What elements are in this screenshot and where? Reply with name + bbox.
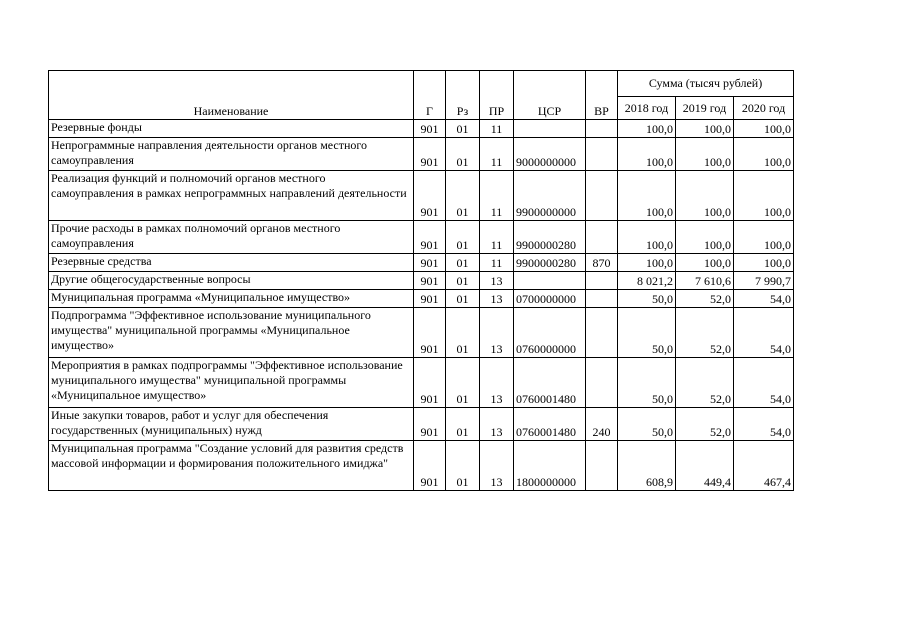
cell-pr: 13 <box>480 408 514 441</box>
cell-vr <box>586 290 618 308</box>
header-year-2019: 2019 год <box>676 97 734 120</box>
cell-2020: 100,0 <box>734 171 794 221</box>
table-body <box>49 120 794 491</box>
cell-vr <box>586 272 618 290</box>
cell-2020: 467,4 <box>734 441 794 491</box>
cell-g: 901 <box>414 358 446 408</box>
cell-2019: 449,4 <box>676 441 734 491</box>
cell-2019: 100,0 <box>676 120 734 138</box>
cell-2019: 100,0 <box>676 138 734 171</box>
cell-2020: 100,0 <box>734 221 794 254</box>
cell-name: Иные закупки товаров, работ и услуг для обеспечения государственных (муниципальных) нужд <box>49 408 414 441</box>
cell-pr: 11 <box>480 120 514 138</box>
header-year-2020: 2020 год <box>734 97 794 120</box>
cell-2020: 100,0 <box>734 138 794 171</box>
table-row <box>49 408 794 441</box>
cell-pr: 11 <box>480 171 514 221</box>
cell-2020: 7 990,7 <box>734 272 794 290</box>
table-row <box>49 358 794 408</box>
cell-2019: 100,0 <box>676 254 734 272</box>
cell-rz: 01 <box>446 120 480 138</box>
cell-2019: 52,0 <box>676 290 734 308</box>
header-sum: Сумма (тысяч рублей) <box>618 71 794 97</box>
cell-csr <box>514 120 586 138</box>
cell-rz: 01 <box>446 171 480 221</box>
cell-2019: 7 610,6 <box>676 272 734 290</box>
cell-rz: 01 <box>446 358 480 408</box>
cell-2020: 54,0 <box>734 308 794 358</box>
cell-pr: 11 <box>480 221 514 254</box>
cell-name: Мероприятия в рамках подпрограммы "Эффективное использование муниципального имущества" муниципальной программы «Муниципальное имущество» <box>49 358 414 408</box>
cell-rz: 01 <box>446 290 480 308</box>
cell-csr: 0700000000 <box>514 290 586 308</box>
cell-2019: 52,0 <box>676 358 734 408</box>
cell-pr: 13 <box>480 290 514 308</box>
cell-2018: 100,0 <box>618 221 676 254</box>
cell-csr: 9900000000 <box>514 171 586 221</box>
cell-2020: 54,0 <box>734 358 794 408</box>
cell-g: 901 <box>414 272 446 290</box>
cell-vr <box>586 358 618 408</box>
cell-pr: 13 <box>480 358 514 408</box>
cell-vr <box>586 138 618 171</box>
budget-table <box>48 70 794 491</box>
cell-vr <box>586 308 618 358</box>
header-g: Г <box>414 71 446 120</box>
cell-2018: 50,0 <box>618 290 676 308</box>
cell-rz: 01 <box>446 441 480 491</box>
cell-rz: 01 <box>446 272 480 290</box>
cell-2020: 54,0 <box>734 290 794 308</box>
cell-name: Прочие расходы в рамках полномочий органов местного самоуправления <box>49 221 414 254</box>
header-rz: Рз <box>446 71 480 120</box>
cell-csr: 9900000280 <box>514 254 586 272</box>
cell-name: Резервные средства <box>49 254 414 272</box>
cell-csr: 1800000000 <box>514 441 586 491</box>
cell-pr: 11 <box>480 254 514 272</box>
cell-2019: 100,0 <box>676 171 734 221</box>
cell-rz: 01 <box>446 408 480 441</box>
table-header <box>49 71 794 120</box>
table-row <box>49 254 794 272</box>
cell-g: 901 <box>414 120 446 138</box>
cell-2018: 50,0 <box>618 358 676 408</box>
cell-2019: 52,0 <box>676 408 734 441</box>
cell-pr: 13 <box>480 441 514 491</box>
cell-vr <box>586 221 618 254</box>
table-row <box>49 120 794 138</box>
cell-g: 901 <box>414 221 446 254</box>
cell-vr: 870 <box>586 254 618 272</box>
cell-csr: 0760000000 <box>514 308 586 358</box>
cell-vr <box>586 171 618 221</box>
cell-rz: 01 <box>446 221 480 254</box>
table-row <box>49 171 794 221</box>
cell-2018: 100,0 <box>618 171 676 221</box>
header-vr: ВР <box>586 71 618 120</box>
header-pr: ПР <box>480 71 514 120</box>
cell-vr: 240 <box>586 408 618 441</box>
cell-name: Непрограммные направления деятельности органов местного самоуправления <box>49 138 414 171</box>
cell-2019: 52,0 <box>676 308 734 358</box>
cell-name: Реализация функций и полномочий органов местного самоуправления в рамках непрограммных направлений деятельности <box>49 171 414 221</box>
cell-2018: 100,0 <box>618 120 676 138</box>
cell-rz: 01 <box>446 308 480 358</box>
table-row <box>49 308 794 358</box>
table-row <box>49 441 794 491</box>
header-year-2018: 2018 год <box>618 97 676 120</box>
cell-csr: 9900000280 <box>514 221 586 254</box>
table-row <box>49 290 794 308</box>
cell-rz: 01 <box>446 138 480 171</box>
cell-g: 901 <box>414 308 446 358</box>
cell-g: 901 <box>414 290 446 308</box>
cell-g: 901 <box>414 408 446 441</box>
cell-2018: 8 021,2 <box>618 272 676 290</box>
cell-rz: 01 <box>446 254 480 272</box>
cell-g: 901 <box>414 171 446 221</box>
cell-pr: 13 <box>480 272 514 290</box>
cell-2018: 100,0 <box>618 254 676 272</box>
cell-vr <box>586 120 618 138</box>
cell-csr <box>514 272 586 290</box>
cell-2018: 100,0 <box>618 138 676 171</box>
cell-name: Другие общегосударственные вопросы <box>49 272 414 290</box>
table-row <box>49 138 794 171</box>
cell-2018: 50,0 <box>618 408 676 441</box>
cell-name: Резервные фонды <box>49 120 414 138</box>
cell-2020: 100,0 <box>734 254 794 272</box>
header-name: Наименование <box>49 71 414 120</box>
cell-2018: 50,0 <box>618 308 676 358</box>
cell-g: 901 <box>414 441 446 491</box>
cell-pr: 13 <box>480 308 514 358</box>
cell-csr: 0760001480 <box>514 358 586 408</box>
cell-pr: 11 <box>480 138 514 171</box>
table-row <box>49 272 794 290</box>
cell-2018: 608,9 <box>618 441 676 491</box>
cell-2020: 54,0 <box>734 408 794 441</box>
cell-g: 901 <box>414 138 446 171</box>
cell-name: Муниципальная программа "Создание условий для развития средств массовой информации и формирования положительного имиджа" <box>49 441 414 491</box>
header-csr: ЦСР <box>514 71 586 120</box>
cell-2019: 100,0 <box>676 221 734 254</box>
cell-name: Подпрограмма "Эффективное использование муниципального имущества" муниципальной программы «Муниципальное имущество» <box>49 308 414 358</box>
cell-g: 901 <box>414 254 446 272</box>
table-row <box>49 221 794 254</box>
cell-name: Муниципальная программа «Муниципальное имущество» <box>49 290 414 308</box>
cell-csr: 0760001480 <box>514 408 586 441</box>
cell-csr: 9000000000 <box>514 138 586 171</box>
cell-vr <box>586 441 618 491</box>
cell-2020: 100,0 <box>734 120 794 138</box>
